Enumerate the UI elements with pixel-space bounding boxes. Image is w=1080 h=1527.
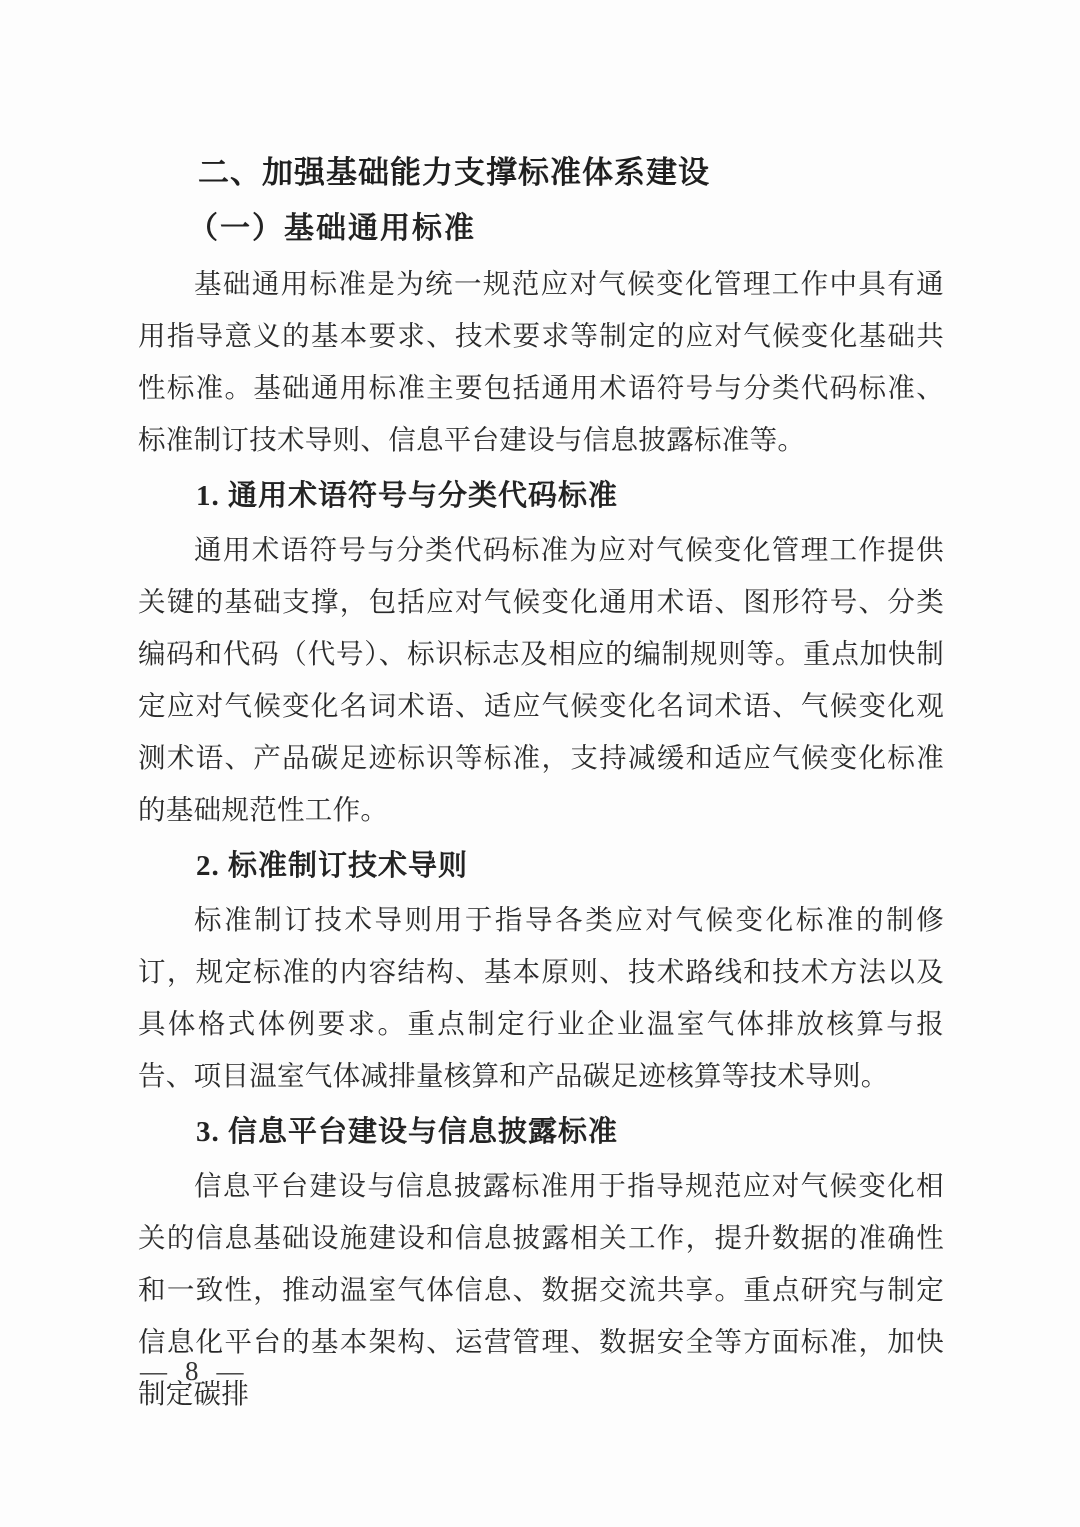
sub-heading: （一）基础通用标准 (188, 212, 476, 245)
document-body (138, 146, 944, 1420)
section-paragraph-1: 通用术语符号与分类代码标准为应对气候变化管理工作提供关键的基础支撑，包括应对气候变化通用术语、图形符号、分类编码和代码（代号）、标识标志及相应的编制规则等。重点加快制定应对气候变化名词术语、适应气候变化名词术语、气候变化观测术语、产品碳足迹标识等标准，支持减缓和适应气候变化标准的基础规范性工作。 (138, 534, 944, 825)
footer-right-dash: — (216, 1356, 246, 1386)
section-paragraph-3: 信息平台建设与信息披露标准用于指导规范应对气候变化相关的信息基础设施建设和信息披露相关工作，提升数据的准确性和一致性，推动温室气体信息、数据交流共享。重点研究与制定信息化平台的基本架构、运营管理、数据安全等方面标准，加快制定碳排 (138, 1170, 944, 1409)
page-footer (140, 1356, 246, 1387)
section-heading-1: 1. 通用术语符号与分类代码标准 (196, 480, 619, 512)
page-number: 8 (185, 1356, 201, 1386)
main-heading: 二、加强基础能力支撑标准体系建设 (198, 155, 710, 190)
section-heading-3: 3. 信息平台建设与信息披露标准 (196, 1116, 619, 1148)
footer-left-dash: — (140, 1356, 169, 1386)
section-heading-2: 2. 标准制订技术导则 (196, 850, 469, 882)
section-paragraph-2: 标准制订技术导则用于指导各类应对气候变化标准的制修订，规定标准的内容结构、基本原则、技术路线和技术方法以及具体格式体例要求。重点制定行业企业温室气体排放核算与报告、项目温室气体减排量核算和产品碳足迹核算等技术导则。 (138, 904, 944, 1091)
intro-paragraph: 基础通用标准是为统一规范应对气候变化管理工作中具有通用指导意义的基本要求、技术要求等制定的应对气候变化基础共性标准。基础通用标准主要包括通用术语符号与分类代码标准、标准制订技术导则、信息平台建设与信息披露标准等。 (138, 268, 944, 455)
